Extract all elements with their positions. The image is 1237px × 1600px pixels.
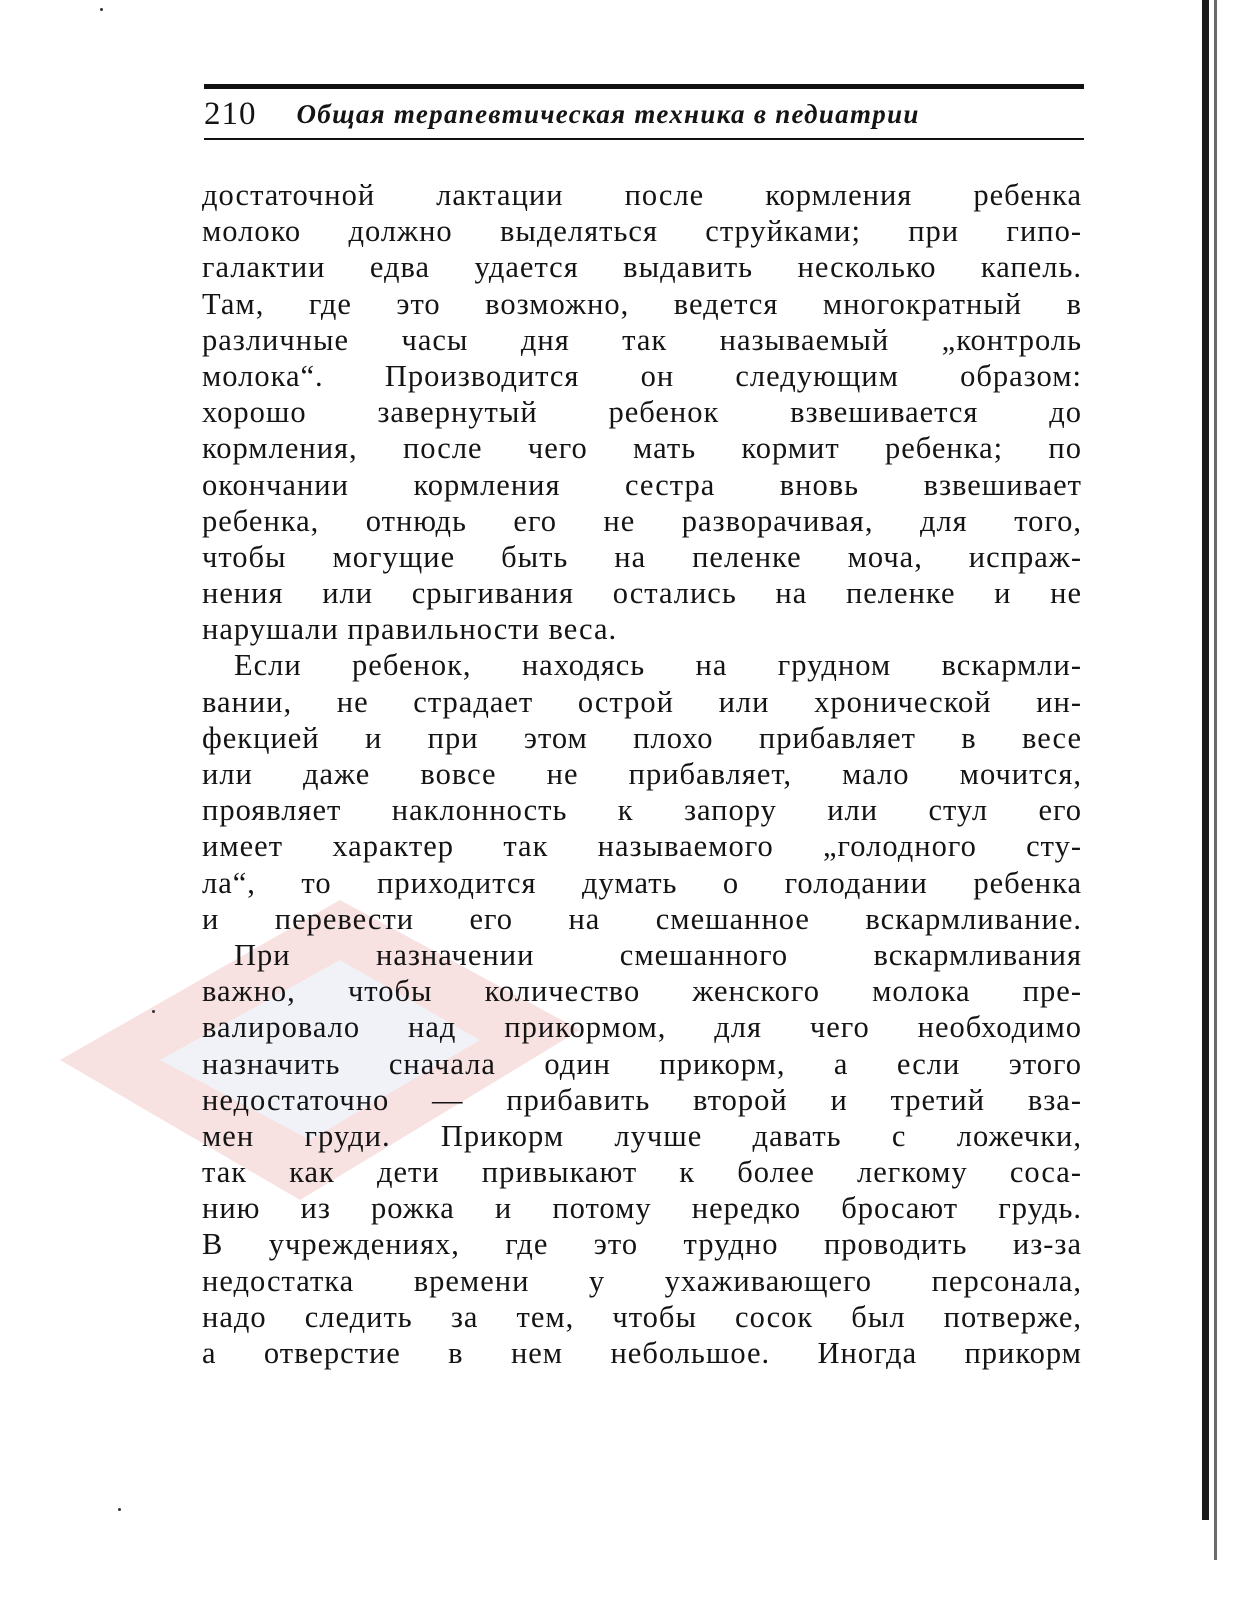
text-line: молоко должно выделяться струйками; при гипо- xyxy=(202,214,1082,249)
text-line: важно, чтобы количество женского молока пре- xyxy=(202,974,1082,1009)
text-line: или даже вовсе не прибавляет, мало мочится, xyxy=(202,757,1082,791)
page-header xyxy=(204,92,1084,136)
scan-speck xyxy=(152,1010,155,1013)
text-line: нарушали правильности веса. xyxy=(202,612,618,647)
text-line: нения или срыгивания остались на пеленке и не xyxy=(202,576,1082,611)
text-line: вании, не страдает острой или хронической ин- xyxy=(202,684,1082,719)
body-text xyxy=(202,177,1082,1371)
text-line: ребенка, отнюдь его не разворачивая, для того, xyxy=(202,503,1082,538)
text-line: галактии едва удается выдавить несколько капель. xyxy=(202,250,1082,285)
running-title: Общая терапевтическая техника в педиатрии xyxy=(296,99,920,129)
text-line: а отверстие в нем небольшое. Иногда прикорм xyxy=(202,1336,1082,1370)
text-line: Если ребенок, находясь на грудном вскармли- xyxy=(234,648,1082,683)
text-line: недостаточно — прибавить второй и третий вза- xyxy=(202,1082,1082,1117)
scan-speck xyxy=(100,8,103,11)
text-line: В учреждениях, где это трудно проводить из-за xyxy=(202,1227,1082,1262)
page-number: 210 xyxy=(204,96,257,132)
text-line: проявляет наклонность к запору или стул его xyxy=(202,793,1082,828)
text-line: ла“, то приходится думать о голодании ребенка xyxy=(202,865,1082,900)
binding-shadow xyxy=(1214,0,1217,1560)
text-line: недостатка времени у ухаживающего персонала, xyxy=(202,1263,1082,1298)
text-line: и перевести его на смешанное вскармливание. xyxy=(202,901,1082,936)
text-line: молока“. Производится он следующим образом: xyxy=(202,358,1082,393)
text-line: назначить сначала один прикорм, а если этого xyxy=(202,1046,1082,1081)
text-line: достаточной лактации после кормления ребенка xyxy=(202,178,1082,212)
text-line: фекцией и при этом плохо прибавляет в весе xyxy=(202,720,1082,755)
header-rule-top xyxy=(204,84,1084,89)
binding-edge xyxy=(1202,0,1209,1520)
text-line: окончании кормления сестра вновь взвешивает xyxy=(202,467,1082,502)
text-line: мен груди. Прикорм лучше давать с ложечки, xyxy=(202,1118,1082,1153)
text-line: хорошо завернутый ребенок взвешивается до xyxy=(202,395,1082,430)
text-line: надо следить за тем, чтобы сосок был потверже, xyxy=(202,1299,1082,1334)
text-line: При назначении смешанного вскармливания xyxy=(234,937,1082,972)
text-line: чтобы могущие быть на пеленке моча, испраж- xyxy=(202,539,1082,574)
header-rule-bottom xyxy=(204,138,1084,140)
text-line: нию из рожка и потому нередко бросают грудь. xyxy=(202,1191,1082,1226)
text-line: различные часы дня так называемый „контроль xyxy=(202,322,1082,357)
text-line: валировало над прикормом, для чего необходимо xyxy=(202,1010,1082,1045)
text-line: кормления, после чего мать кормит ребенка; по xyxy=(202,431,1082,466)
text-line: имеет характер так называемого „голодного сту- xyxy=(202,829,1082,864)
text-line: так как дети привыкают к более легкому соса- xyxy=(202,1155,1082,1190)
scan-speck xyxy=(118,1508,121,1511)
text-line: Там, где это возможно, ведется многократный в xyxy=(202,286,1082,321)
